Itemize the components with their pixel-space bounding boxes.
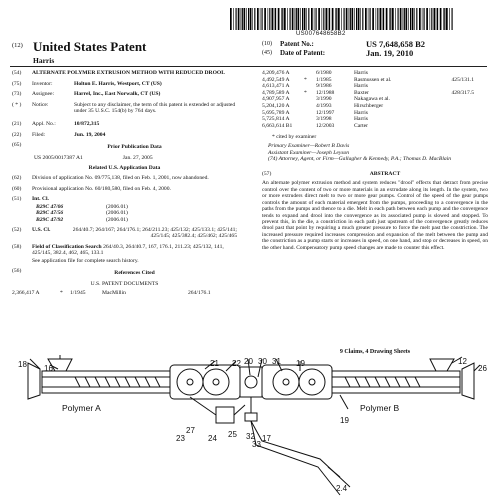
gear-pump-b-right [299,369,325,395]
field-code: (73) [12,91,22,98]
intcl-class: B29C 47/92 [36,216,64,223]
intcl-field [12,196,237,203]
cited-star [304,70,316,77]
intcl-row [36,217,237,224]
cited-number: 4,492,549 A [262,76,290,83]
reference-numeral: 18 [18,360,27,369]
cited-number: 4,789,589 A [262,89,290,96]
field-key: Field of Classification Search [32,243,102,250]
cited-references [262,70,488,129]
patent-number: US 7,648,658 B2 [366,39,426,49]
field-code: (57) [262,170,272,177]
barcode [230,8,454,30]
extruder-a-drive [28,363,40,399]
claims-summary: 9 Claims, 4 Drawing Sheets [339,349,411,355]
ref-star: * [60,289,63,296]
field-key: Inventor: [32,80,53,87]
filed-value: Jun. 19, 2004 [74,131,106,138]
patent-no-label: Patent No.: [280,40,314,48]
gear-pump-a-right [203,369,229,395]
cited-reference-row [262,77,488,84]
intcl-version: (2006.01) [106,210,128,217]
intcl-list [36,204,237,224]
inventor-short: Harris [33,56,55,65]
attorney: (74) Attorney, Agent, or Firm—Gallagher & Kennedy, P.A.; Thomas D. MacBlain [268,156,452,163]
assignee-value: Harrel, Inc., East Norwalk, CT (US) [74,91,161,98]
cited-name: Nakagawa et al. [354,96,390,103]
field-key: Filed: [32,131,46,138]
inventor-value: Holton E. Harris, Westport, CT (US) [74,80,162,87]
reference-numeral: 21 [210,359,219,368]
cited-date: 4/1993 [316,102,332,109]
cited-number: 5,725,814 A [262,116,290,123]
search-field [12,244,237,257]
appl-value: 10/872,315 [74,120,100,127]
reference-numeral: 2.4 [336,484,348,493]
cited-reference-row [262,123,488,130]
reference-numeral: 23 [176,434,185,443]
field-code: (60) [12,185,22,192]
field-code: (51) [12,196,22,203]
extrusion-system-figure [0,355,497,497]
cited-class [424,123,474,130]
uscl-field [12,227,237,240]
assignee-field [12,91,237,98]
notice-field [12,102,237,115]
cited-reference-row [262,83,488,90]
reference-numeral: 25 [228,430,237,439]
uscl-value: 264/40.7; 264/167; 264/176.1; 264/211.23; 425/132; 425/133.1; 425/141; 425/145; 425/382.4; 425/462; 425/465 [72,226,237,240]
date-label: Date of Patent: [280,49,326,57]
cited-number: 4,209,476 A [262,70,290,76]
cited-date: 12/1997 [316,109,335,116]
cited-date: 3/1990 [316,96,332,103]
intcl-version: (2006.01) [106,203,128,210]
cited-reference-row [262,96,488,103]
ref-name: MacMillin [102,289,126,296]
division-field [12,175,237,182]
us-docs-heading: U.S. PATENT DOCUMENTS [90,281,159,288]
extruder-b-drive [462,363,474,399]
cited-reference-row [262,110,488,117]
reference-numeral: 30 [258,357,267,366]
barcode-number: US007648658B2 [296,31,346,37]
reference-numeral: 19 [340,416,349,425]
field-code: (58) [12,243,22,250]
division-value: Division of application No. 09/775,138, filed on Feb. 1, 2001, now abandoned. [32,174,209,181]
gear-pump-b-left [273,369,299,395]
cited-reference-row [262,116,488,123]
field-code: (75) [12,80,22,87]
cited-star: * [304,89,307,96]
cited-date: 12/1988 [316,89,335,96]
related-heading: Related U.S. Application Data [88,165,161,172]
provisional-field [12,186,237,193]
cited-class [424,110,474,117]
intcl-version: (2006.01) [106,216,128,223]
cited-class [424,96,474,103]
field-code: (54) [12,70,22,76]
abstract-heading: ABSTRACT [369,170,401,177]
patent-identifiers [262,40,425,58]
invention-title: ALTERNATE POLYMER EXTRUSION METHOD WITH REDUCED DROOL [32,70,226,76]
cited-name: Harris [354,109,368,116]
cited-star: * [304,76,307,83]
notice-value: Subject to any disclaimer, the term of this patent is extended or adjusted under 35 U.S.C. 154(b) by 764 days. [74,101,236,115]
cited-date: 9/1986 [316,83,332,90]
reference-numeral: 24 [208,434,217,443]
cited-date: 1/1985 [316,76,332,83]
reference-numeral: 33 [252,440,261,449]
intcl-class: B29C 47/56 [36,210,64,217]
cited-number: 5,695,789 A [262,109,290,116]
reference-numeral: 22 [232,359,241,368]
field-code: (65) [12,142,22,149]
reference-numeral: 12 [458,357,467,366]
cited-star [304,116,316,123]
cited-class [424,103,474,110]
extruder-b-barrel [332,371,460,393]
cited-class: 425/131.1 [451,76,474,83]
cited-name: Carter [354,122,368,129]
reference-numeral: 26 [478,364,487,373]
document-title: United States Patent [33,39,147,54]
cited-number: 5,204,120 A [262,102,290,109]
reference-numeral: 27 [186,426,195,435]
controller [216,407,234,423]
cited-star [304,123,316,130]
header-rule [10,66,487,67]
prior-pub-date: Jan. 27, 2005 [122,154,153,161]
reference-numeral: 17 [262,434,271,443]
intcl-class: B29C 47/06 [36,203,64,210]
filed-field [12,132,237,139]
cited-star [304,83,316,90]
polymer-b-label: Polymer B [360,403,400,413]
cited-reference-row [262,103,488,110]
field-code: (21) [12,120,22,127]
field-key: U.S. Cl. [32,226,51,233]
cited-name: Harris [354,83,368,90]
extruder-a-barrel [42,371,170,393]
gear-pump-a-left [177,369,203,395]
title-field [12,70,237,77]
cited-star [304,110,316,117]
cited-class [424,70,474,77]
cited-reference-row [262,90,488,97]
search-note: See application file for complete search history. [32,257,139,264]
die-convergence [245,376,257,388]
cited-star [304,103,316,110]
ref-number: 2,366,417 A [12,289,40,296]
cited-name: Rasmussen et al. [354,76,392,83]
field-key: Appl. No.: [32,120,56,127]
abstract-column [262,70,488,251]
cited-reference-row [262,70,488,77]
cited-date: 12/2003 [316,122,335,129]
cited-class: 428/317.5 [451,89,474,96]
cited-number: 6,663,614 B1 [262,122,293,129]
primary-examiner: Primary Examiner—Robert B Davis [268,142,350,149]
prior-pub-heading: Prior Publication Data [107,144,162,151]
field-key: Assignee: [32,91,55,98]
cited-date: 3/1998 [316,116,332,123]
refs-field [12,268,237,280]
cited-number: 4,613,471 A [262,83,290,90]
date-code: (45) [262,50,272,56]
cited-class [424,83,474,90]
reference-numeral: 20 [244,357,253,366]
assistant-examiner: Assistant Examiner—Joseph Leyson [268,149,350,156]
inventor-field [12,81,237,88]
patent-date: Jan. 19, 2010 [366,48,414,58]
cited-name: Harris [354,70,368,76]
abstract-heading-row [262,171,488,178]
bibliographic-column [12,70,237,296]
cited-star [304,96,316,103]
appl-field [12,121,237,128]
reference-numeral: 16 [44,364,53,373]
cited-number: 4,907,957 A [262,96,290,103]
abstract-text: An alternate polymer extrusion method and system reduces "drool" effects that detract from precise control over the content of two or more materials in an extrudate along its length. In the system, two or more extruders direct melt to two or more gear pumps. Control of the speed of the gear pumps controls the amount of each material emergent from the pumps, proceeding to a convergence in the paths from the pumps and thence to a die. Melt in each path between each pump and the convergence tends to expand and drool into the convergence as its associated pump is slowed and stopped. To prevent this, in the die, a constriction in each path just upstream of the convergence greatly reduces drool past that point by requiring a much greater pressure to force the melt past the constriction. The increased pressure required increases compression and expansion of the melt between the pump and the constriction as a pump starts or increases in speed, on one hand, and stop or decreases in speed, on the other hand. Compensatory pump speed changes are made to counter this effect. [262,180,488,251]
cited-date: 6/1980 [316,70,332,76]
prior-pub-field [12,142,237,154]
representative-drawing [0,355,497,497]
field-code: (52) [12,226,22,233]
field-code: (22) [12,131,22,138]
reference-numeral: 32 [246,432,255,441]
intcl-row [36,210,237,217]
reference-row [12,290,237,297]
cited-note: * cited by examiner [272,134,317,141]
ref-date: 1/1945 [70,289,86,296]
cited-name: Hirschberger [354,102,384,109]
intcl-row [36,204,237,211]
field-key: Notice: [32,101,49,108]
cited-class [424,116,474,123]
examiners [268,143,488,163]
reference-numeral: 19 [296,359,305,368]
hopper-b [430,359,454,371]
kind-code: (12) [12,42,23,49]
ref-class: 264/176.1 [188,289,211,296]
refs-heading: References Cited [114,270,155,277]
field-code: (56) [12,268,22,275]
polymer-a-label: Polymer A [62,403,101,413]
intcl-key: Int. Cl. [32,196,49,203]
cited-name: Harris [354,116,368,123]
prior-pub-number: US 2005/0017387 A1 [34,154,83,161]
provisional-value: Provisional application No. 60/180,580, filed on Feb. 4, 2000. [32,185,171,192]
search-value: 264/40.3, 264/40.7, 167, 176.1, 211.23; 425/132, 141, 425/145, 382.4, 462, 465, 133.1 [32,243,224,257]
field-code: ( * ) [12,101,22,108]
field-code: (62) [12,174,22,181]
prior-pub-row [34,155,237,162]
patent-no-code: (10) [262,41,272,47]
cited-name: Baxter [354,89,369,96]
reference-numeral: 31 [272,357,281,366]
